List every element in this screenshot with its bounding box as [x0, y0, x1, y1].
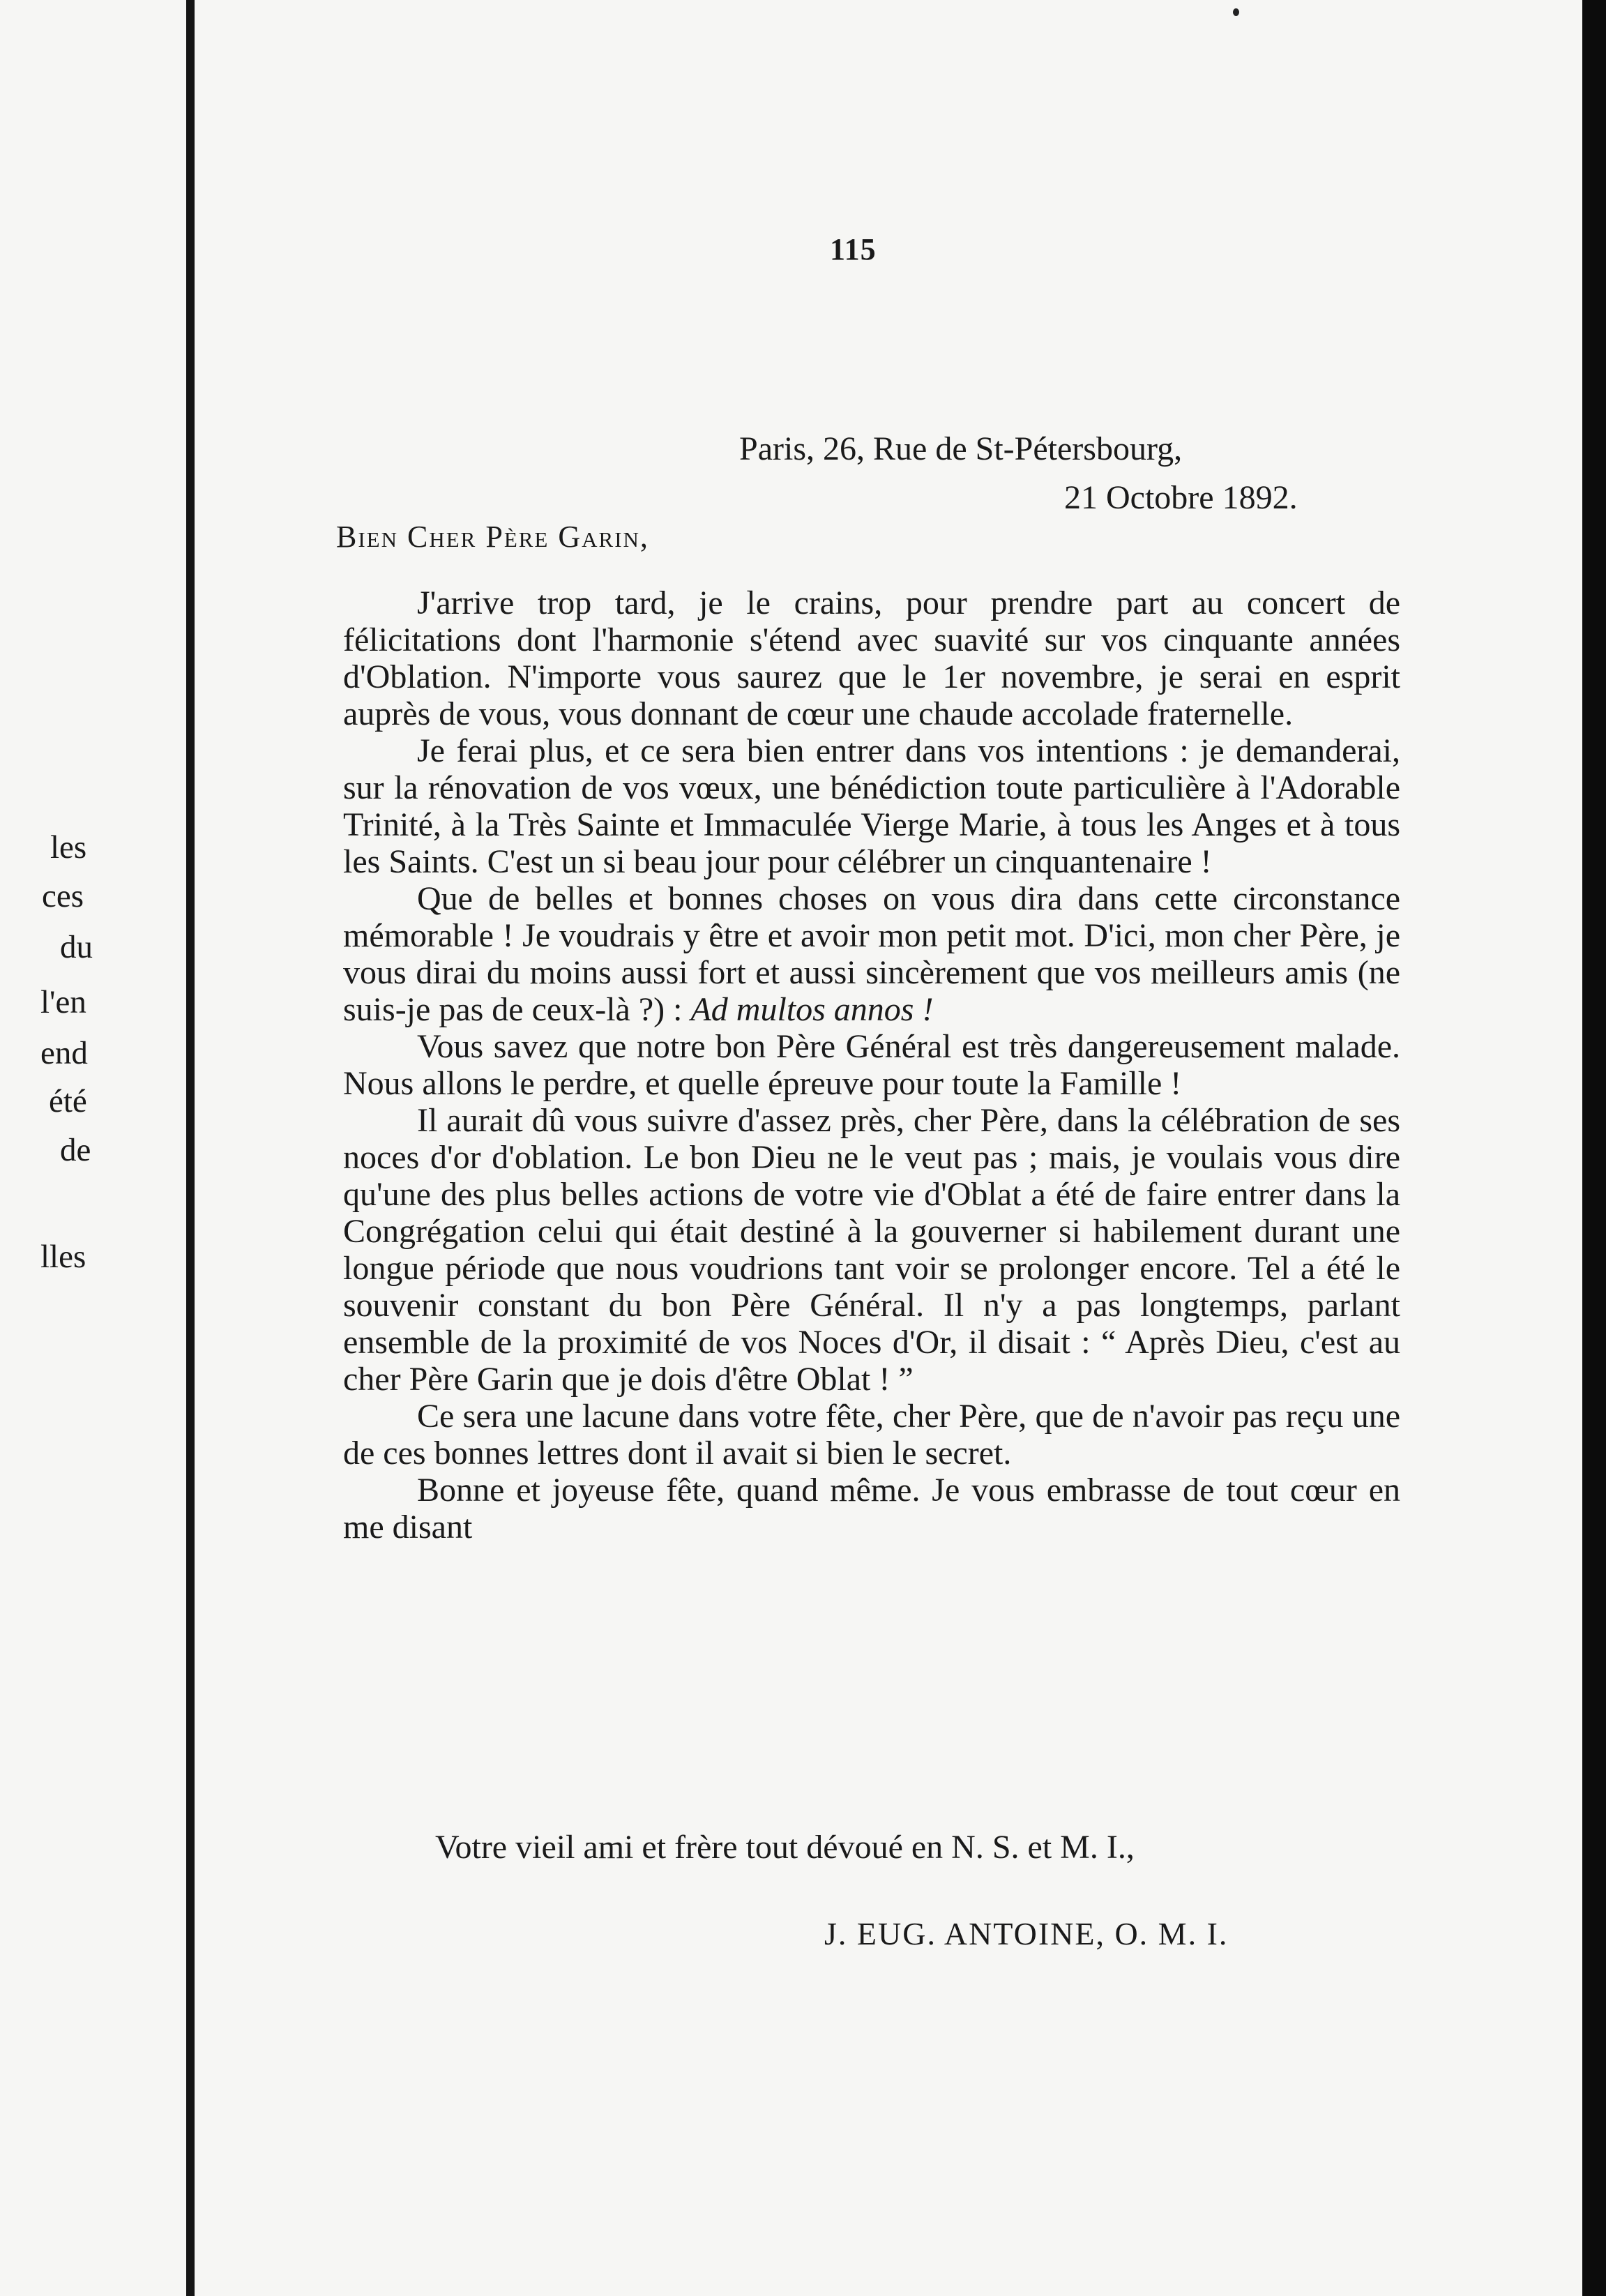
letter-paragraph: J'arrive trop tard, je le crains, pour prendre part au concert de félicitations dont l'harmonie s'étend avec suavité sur vos cinquante années d'Oblation. N'importe vous saurez que le 1er novembre, je serai en esprit auprès de vous, vous donnant de cœur une chaude accolade fraternelle. [343, 584, 1400, 732]
letter-paragraph: Vous savez que notre bon Père Général est très dangereusement malade. Nous allons le perdre, et quelle épreuve pour toute la Famille ! [343, 1028, 1400, 1102]
prev-page-fragment: les [50, 829, 87, 866]
letter-body [343, 584, 1400, 1546]
latin-phrase: Ad multos annos ! [690, 991, 934, 1028]
letter-signature: J. EUG. ANTOINE, O. M. I. [824, 1916, 1229, 1951]
scan-right-border [1582, 0, 1606, 2296]
letter-closing: Votre vieil ami et frère tout dévoué en N. S. et M. I., [435, 1829, 1135, 1866]
prev-page-fragment: ces [42, 878, 84, 914]
dateline-date: 21 Octobre 1892. [1064, 479, 1298, 516]
letter-paragraph: Bonne et joyeuse fête, quand même. Je vous embrasse de tout cœur en me disant [343, 1472, 1400, 1546]
letter-paragraph: Ce sera une lacune dans votre fête, cher Père, que de n'avoir pas reçu une de ces bonnes lettres dont il avait si bien le secret. [343, 1398, 1400, 1472]
prev-page-fragment: de [60, 1132, 91, 1168]
prev-page-fragment: du [60, 929, 93, 965]
letter-paragraph: Je ferai plus, et ce sera bien entrer dans vos intentions : je demanderai, sur la rénovation de vos vœux, une bénédiction toute particulière à l'Adorable Trinité, à la Très Sainte et Immaculée Vierge Marie, à tous les Anges et à tous les Saints. C'est un si beau jour pour célébrer un cinquantenaire ! [343, 732, 1400, 880]
prev-page-fragment: end [40, 1035, 88, 1071]
prev-page-fragment: l'en [40, 984, 86, 1020]
prev-page-fragment: été [49, 1083, 87, 1119]
letter-paragraph: Il aurait dû vous suivre d'assez près, cher Père, dans la célébration de ses noces d'or d'oblation. Le bon Dieu ne le veut pas ; mais, je voulais vous dire qu'une des plus belles actions de votre vie d'Oblat a été de faire entrer dans la Congrégation celui qui était destiné à la gouverner si habilement durant une longue période que nous voudrions tant voir se prolonger encore. Tel a été le souvenir constant du bon Père Général. Il n'y a pas longtemps, parlant ensemble de la proximité de vos Noces d'Or, il disait : “ Après Dieu, c'est au cher Père Garin que je dois d'être Oblat ! ” [343, 1102, 1400, 1398]
ink-speck [1233, 8, 1239, 16]
dateline-address: Paris, 26, Rue de St-Pétersbourg, [739, 430, 1183, 467]
paragraph-text: Que de belles et bonnes choses on vous dira dans cette circonstance mémorable ! Je voudrais y être et avoir mon petit mot. D'ici, mon cher Père, je vous dirai du moins aussi fort et aussi sincèrement que vos meilleurs amis (ne suis-je pas de ceux-là ?) : [343, 880, 1400, 1028]
page-number: 115 [830, 232, 877, 266]
previous-page-margin [0, 0, 181, 2296]
letter-paragraph [343, 880, 1400, 1028]
prev-page-fragment: lles [40, 1239, 86, 1275]
binding-gutter-edge [186, 0, 195, 2296]
letter-salutation: Bien Cher Père Garin, [336, 520, 649, 554]
